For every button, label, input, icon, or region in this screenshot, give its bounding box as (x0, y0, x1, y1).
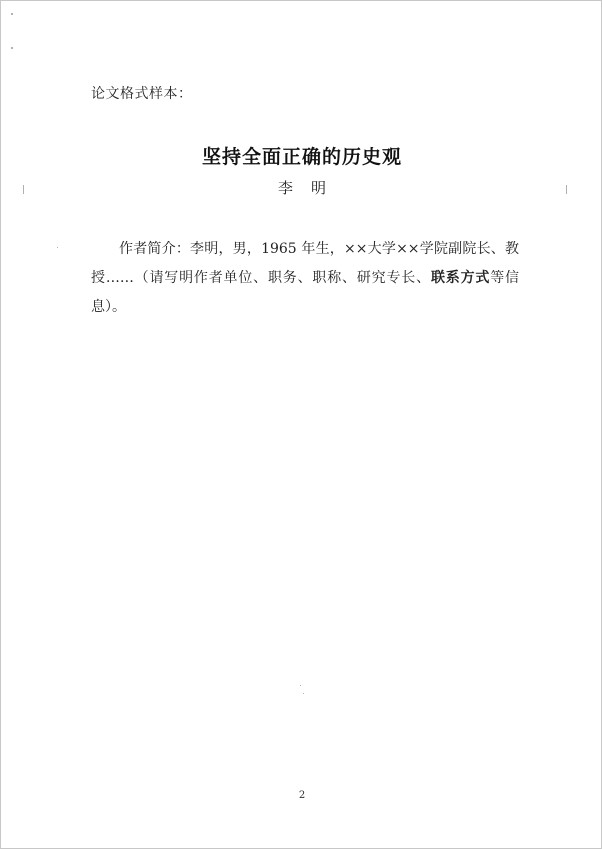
author-name: 李明 (277, 179, 344, 197)
page-number: 2 (298, 790, 306, 801)
author-bio-contact-emphasis: 联系方式 (430, 270, 491, 286)
author-bio (91, 235, 519, 322)
scan-speck (303, 693, 304, 694)
scan-speck (57, 247, 58, 248)
author-bio-text-end: 等信息）。 (91, 270, 520, 315)
scan-speck (11, 47, 13, 49)
author-bio-text: 作者简介：李明，男，1965 年生，××大学××学院副院长、教授……（请写明作者单位、职务、职称、研究专长、 (91, 241, 519, 286)
scan-speck (11, 13, 13, 15)
scan-speck (300, 685, 301, 686)
sample-label: 论文格式样本： (91, 86, 193, 102)
paper-title: 坚持全面正确的历史观 (201, 146, 402, 168)
